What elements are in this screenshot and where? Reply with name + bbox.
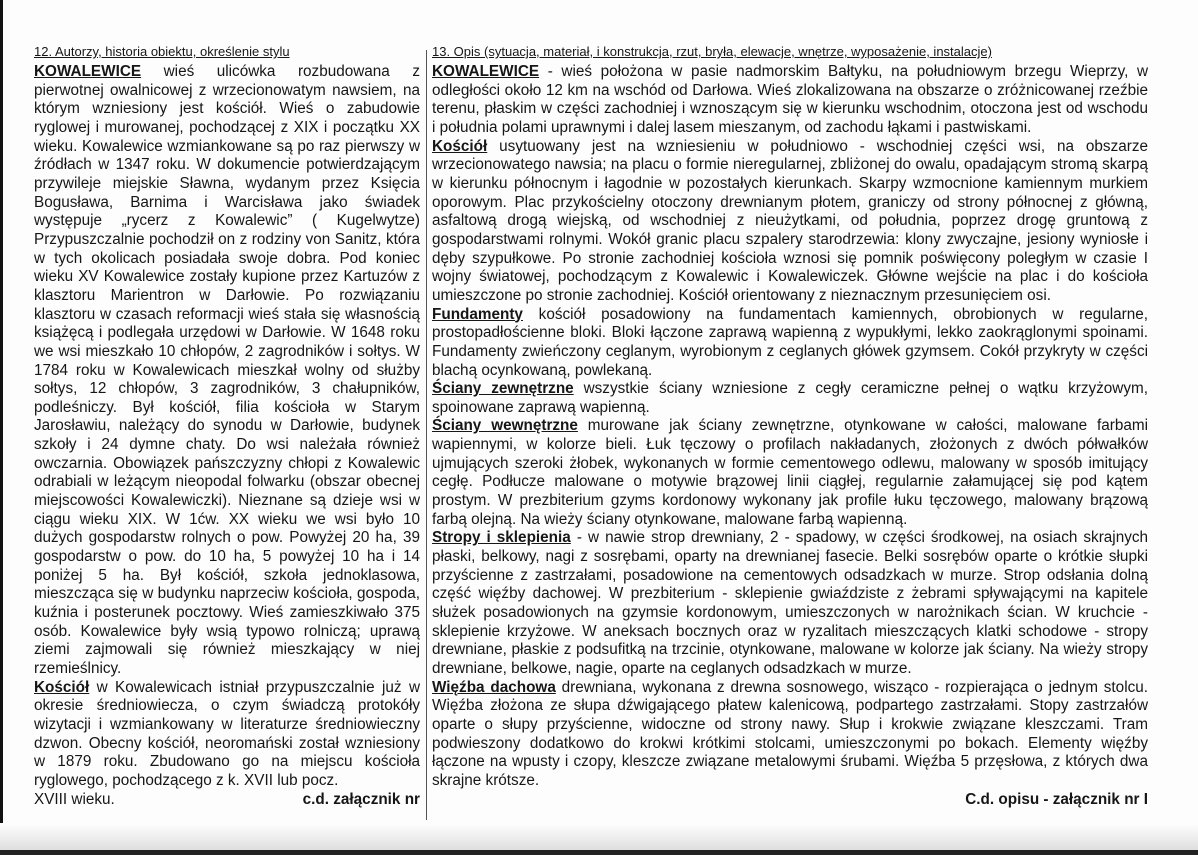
section-term: Ściany zewnętrzne	[432, 380, 574, 398]
right-continuation-note: C.d. opisu - załącznik nr I	[965, 790, 1148, 808]
village-history-text: wieś ulicówka rozbudowana z pierwotnej owalnicowej z wrzecionowatym nawsiem, na którym wzniesiony jest kościół. Wieś o zabudowie ryglowej i murowanej, pochodzącej z XIX i początku XX wieku. Kowalewice wzmiankowane są po raz pierwszy w źródłach w 1347 roku. W dokumencie potwierdzającym przywileje miejskie Sławna, wydanym przez Księcia Bogusława, Barnima i Warcisława jako świadek występuje „rycerz z Kowalewic” ( Kugelwytze) Przypuszczalnie pochodził on z rodziny von Sanitz, która w tych okolicach posiadała swoje dobra. Pod koniec wieku XV Kowalewice zostały kupione przez Kartuzów z klasztoru Marientron w Darłowie. Po rozwiązaniu klasztoru w czasach reformacji wieś stała się własnością książęcą i podlegała urzędowi w Darłowie. W 1648 roku we wsi mieszkało 10 chłopów, 2 zagrodników i sołtys. W 1784 roku w Kowalewicach mieszkał wolny od służby sołtys, 12 chłopów, 3 zagrodników, 3 chałupników, podleśniczy. Był kościół, filia kościoła w Starym Jarosławiu, należący do synodu w Darłowie, budynek szkoły i 24 dymne chaty. Do wsi należała również owczarnia. Obowiązek pańszczyzny chłopi z Kowalewic odrabiali w leżącym nieopodal folwarku (obszar obecnej miejscowości Kowalewiczki). Nieznane są dzieje wsi w ciągu wieku XIX. W 1ćw. XX wieku we wsi było 10 dużych gospodarstw rolnych o pow. Powyżej 20 ha, 39 gospodarstw o pow. do 10 ha, 5 powyżej 10 ha i 14 poniżej 5 ha. Był kościół, szkoła jednoklasowa, mieszcząca się w budynku naprzeciw kościoła, gospoda, kuźnia i posterunek pocztowy. Wieś zamieszkiwało 375 osób. Kowalewice były wsią typowo rolniczą; uprawą ziemi zajmowali się również mieszkający w niej rzemieślnicy.	[34, 63, 420, 677]
section-text: murowane jak ściany zewnętrzne, otynkowane w całości, malowane farbami wapiennymi, w kolorze bieli. Łuk tęczowy o profilach nakładanych, złożonych z dwóch półwałków ujmujących szeroki żłobek, wykonanych w formie cementowego odlewu, malowany w sposób imitujący cegłę. Podłucze malowane o motywie brązowej linii ciągłej, regularnie załamującej się pod kątem prostym. W prezbiterium gzyms kordonowy wykonany jak profile łuku tęczowego, malowany brązową farbą olejną. Na wieży ściany otynkowane, malowane farbą wapienną.	[432, 417, 1148, 528]
section-term: Kościół	[432, 137, 488, 155]
section-text: - w nawie strop drewniany, 2 - spadowy, w części środkowej, na osiach skrajnych płaski, belkowy, nagi z sosrębami, oparty na drewnianej fasecie. Belki sosrębów oparte o krótkie słupki przyścienne z zastrzałami, posadowione na cementowych odsadzkach w murze. Strop odsłania dolną część więźby dachowej. W prezbiterium - sklepienie gwiaździste z żebrami spływającymi na kapitele służek posadowionych na gzymsie kordonowym, umieszczonych w narożnikach ścian. W kruchcie - sklepienie krzyżowe. W aneksach bocznych oraz w ryzalitach mieszczących klatki schodowe - stropy drewniane, płaskie z podsufitką na trzcinie, otynkowane, malowane w kolorze jak ściany. Na wieży stropy drewniane, belkowe, nagie, oparte na ceglanych odsadzkach w murze.	[432, 529, 1149, 677]
section-foundations	[432, 306, 1148, 381]
church-term: Kościół	[34, 678, 90, 696]
right-column-header: 13. Opis (sytuacja, materiał, i konstrukcja, rzut, bryła, elewacje, wnętrze, wyposażenie, instalacje)	[432, 44, 992, 59]
scan-bottom-edge	[0, 850, 1198, 855]
village-history-paragraph	[34, 63, 420, 679]
church-history-end: XVIII wieku.	[34, 790, 115, 808]
section-term: Ściany wewnętrzne	[432, 417, 578, 435]
section-interior-walls	[432, 417, 1148, 529]
section-text: usytuowany jest na wzniesieniu w południowo - wschodniej części wsi, na obszarze wrzecionowatego nawsia; na placu o formie nieregularnej, zbliżonej do owalu, opadającym stromą skarpą w kierunku północnym i łagodnie w pozostałych kierunkach. Skarpy wzmocnione kamiennym murkiem oporowym. Plac przykościelny otoczony drewnianym płotem, graniczy od strony północnej z główną, asfaltową drogą wiejską, od wschodniej z nieużytkami, od południa, poprzez drogę gruntową z gospodarstwami rolnymi. Wokół granic placu szpalery starodrzewia: klony zwyczajne, jesiony wyniosłe i dęby szypułkowe. Po stronie zachodniej kościoła wznosi się pomnik poświęcony poległym w czasie I wojny światowej, pochodzącym z Kowalewic i Kowalewiczek. Główne wejście na plac i do kościoła umieszczone po stronie zachodniej. Kościół orientowany z nieznacznym przesunięciem osi.	[432, 137, 1148, 304]
section-church	[432, 138, 1148, 306]
section-term: KOWALEWICE	[432, 63, 540, 80]
section-term: Fundamenty	[432, 305, 523, 323]
section-village	[432, 63, 1148, 138]
left-last-row	[34, 791, 420, 810]
column-divider	[426, 50, 427, 820]
section-roof-truss	[432, 679, 1148, 791]
left-column-header: 12. Autorzy, historia obiektu, określenie stylu	[34, 44, 290, 59]
left-column	[34, 44, 420, 809]
church-history-paragraph	[34, 679, 420, 791]
section-term: Stropy i sklepienia	[432, 529, 571, 547]
section-text: kościół posadowiony na fundamentach kamiennych, obrobionych w regularne, prostopadłościenne bloki. Bloki łączone zaprawą wapienną z wypukłymi, lekko zaokrąglonymi spoinami. Fundamenty zwieńczony ceglanym, wyrobionym z ceglanych główek gzymsem. Cokół przykryty w części blachą ocynkowaną, powlekaną.	[432, 305, 1148, 379]
section-text: wszystkie ściany wzniesione z cegły ceramiczne pełnej o wątku krzyżowym, spoinowane zaprawą wapienną.	[432, 380, 1148, 416]
scan-left-edge	[0, 0, 3, 855]
section-text: - wieś położona w pasie nadmorskim Bałtyku, na południowym brzegu Wieprzy, w odległości około 12 km na wschód od Darłowa. Wieś zlokalizowana na obszarze o zróżnicowanej rzeźbie terenu, płaskim w części zachodniej i wznoszącym się w kierunku wschodnim, otoczona jest od wschodu i południa polami uprawnymi i dalej lasem mieszanym, od zachodu łąkami i pastwiskami.	[432, 63, 1148, 136]
section-exterior-walls	[432, 380, 1148, 417]
village-term: KOWALEWICE	[34, 63, 142, 80]
right-column	[432, 44, 1148, 809]
section-term: Więźba dachowa	[432, 678, 556, 696]
church-history-text: w Kowalewicach istniał przypuszczalnie już w okresie średniowiecza, o czym świadczą protokóły wizytacji i wzmiankowany w literaturze średniowieczny dzwon. Obecny kościół, neoromański został wzniesiony w 1879 roku. Zbudowano go na miejscu kościoła ryglowego, pochodzącego z k. XVII lub pocz.	[34, 678, 420, 789]
section-text: drewniana, wykonana z drewna sosnowego, wisząco - rozpierająca o jednym stolcu. Więźba złożona ze słupa dźwigającego płatew kalenicową, podpartego zastrzałami. Stopy zastrzałów oparte o słupy przyścienne, widoczne od strony nawy. Słup i krokwie związane kleszczami. Tram podwieszony dodatkowo do krokwi krótkimi stolcami, umieszczonymi po bokach. Elementy więźby łączone na wpusty i czopy, kleszcze związane metalowymi śrubami. Więźba 5 przęsłowa, z których dwa skrajne krótsze.	[432, 678, 1148, 789]
left-continuation-note: c.d. załącznik nr	[302, 790, 420, 808]
section-ceilings-vaults	[432, 529, 1148, 678]
